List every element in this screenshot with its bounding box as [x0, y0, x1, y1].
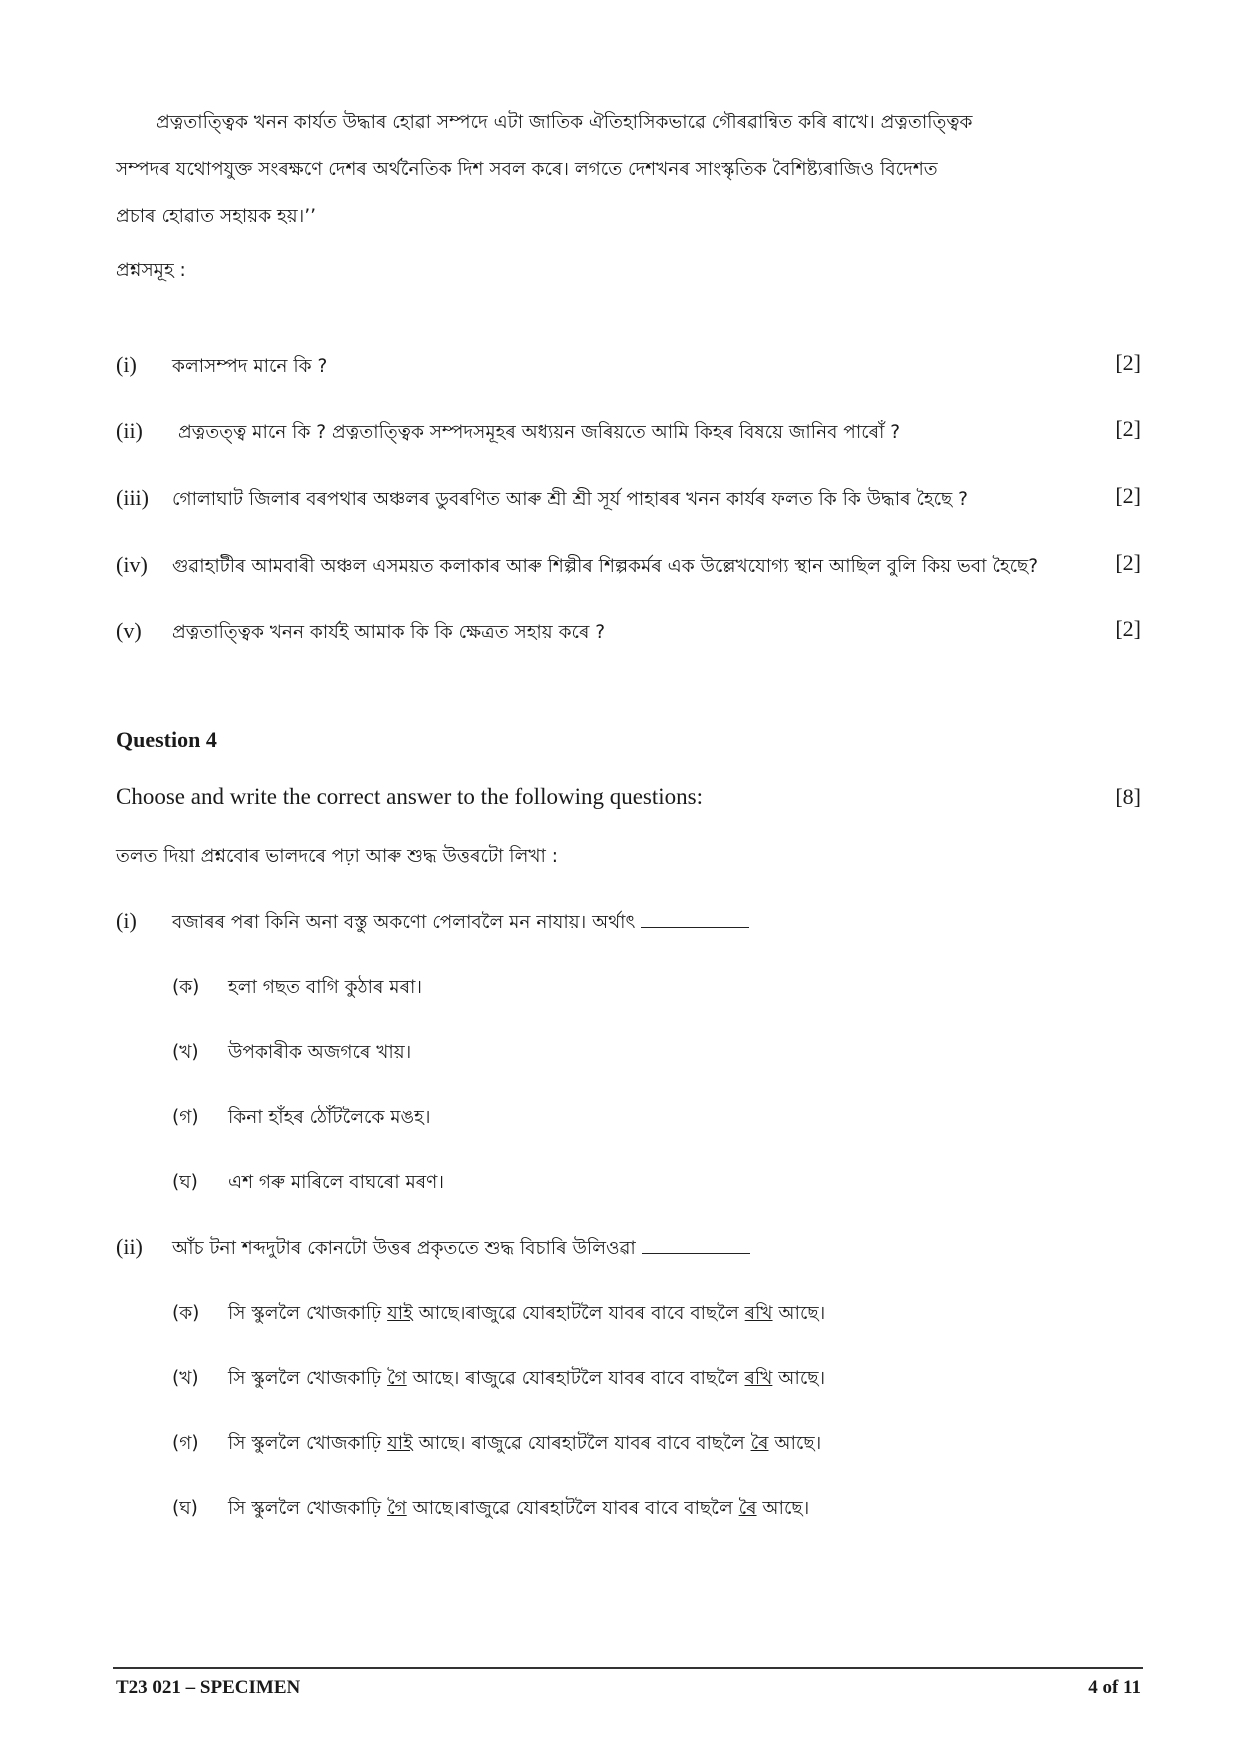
- q4-ii-option-ka-text: সি স্কুললৈ খোজকাঢ়ি যাই আছে।ৰাজুৱে যোৰহাটলৈ যাবৰ বাবে বাছলৈ ৰখি আছে।: [228, 1303, 826, 1324]
- q3-ii-number: (ii): [116, 418, 143, 443]
- q4-ii-option-kha-text: সি স্কুললৈ খোজকাঢ়ি গৈ আছে। ৰাজুৱে যোৰহাটলৈ যাবৰ বাবে বাছলৈ ৰখি আছে।: [228, 1368, 826, 1389]
- q4-i-option-ka-label: (ক): [172, 977, 200, 998]
- passage-line-3: প্ৰচাৰ হোৱাত সহায়ক হয়।’’: [116, 206, 317, 227]
- q4-i-number: (i): [116, 908, 137, 933]
- q4-ii-option-gha-label: (ঘ): [172, 1498, 198, 1519]
- q3-i-marks: [2]: [1115, 350, 1141, 375]
- question-4-heading: Question 4: [116, 727, 217, 752]
- q3-iv-marks: [2]: [1115, 550, 1141, 575]
- footer-code: T23 021 – SPECIMEN: [116, 1677, 301, 1698]
- answer-blank: [642, 1237, 750, 1254]
- q4-ii-option-gha-text: সি স্কুললৈ খোজকাঢ়ি গৈ আছে।ৰাজুৱে যোৰহাটলৈ যাবৰ বাবে বাছলৈ ৰৈ আছে।: [228, 1498, 810, 1519]
- questions-label: প্ৰশ্নসমূহ :: [116, 260, 186, 281]
- passage-line-1: প্ৰত্নতাত্ত্বিক খনন কাৰ্যত উদ্ধাৰ হোৱা সম্পদে এটা জাতিক ঐতিহাসিকভাৱে গৌৰৱান্বিত কৰি ৰাখে। প্ৰত্নতাত্ত্বিক: [156, 112, 973, 133]
- q4-i-option-kha-label: (খ): [172, 1042, 199, 1063]
- q3-iii-marks: [2]: [1115, 483, 1141, 508]
- q4-i-option-ga-label: (গ): [172, 1107, 199, 1128]
- question-4-instruction-assamese: তলত দিয়া প্ৰশ্নবোৰ ভালদৰে পঢ়া আৰু শুদ্ধ উত্তৰটো লিখা :: [116, 846, 558, 867]
- answer-blank: [641, 911, 749, 928]
- q4-ii-option-ga-label: (গ): [172, 1433, 199, 1454]
- q4-ii-option-kha-label: (খ): [172, 1368, 199, 1389]
- q4-i-option-ga-text: কিনা হাঁহৰ ঠোঁটলৈকে মঙহ।: [228, 1107, 431, 1128]
- q4-ii-option-ga-text: সি স্কুললৈ খোজকাঢ়ি যাই আছে। ৰাজুৱে যোৰহাটলৈ যাবৰ বাবে বাছলৈ ৰৈ আছে।: [228, 1433, 822, 1454]
- question-4-instruction: Choose and write the correct answer to the following questions:: [116, 784, 703, 809]
- q3-i-number: (i): [116, 352, 137, 377]
- q3-v-number: (v): [116, 618, 142, 643]
- q3-iii-text: গোলাঘাট জিলাৰ বৰপথাৰ অঞ্চলৰ ডুবৰণিত আৰু শ্ৰী শ্ৰী সূৰ্য পাহাৰৰ খনন কাৰ্যৰ ফলত কি কি উদ্ধাৰ হৈছে ?: [172, 489, 968, 510]
- q4-ii-option-ka-label: (ক): [172, 1303, 200, 1324]
- q4-i-option-kha-text: উপকাৰীক অজগৰে খায়।: [228, 1042, 412, 1063]
- passage-line-2: সম্পদৰ যথোপযুক্ত সংৰক্ষণে দেশৰ অৰ্থনৈতিক দিশ সবল কৰে। লগতে দেশখনৰ সাংস্কৃতিক বৈশিষ্ট্যৰাজিও বিদেশত: [116, 159, 938, 180]
- footer-divider: [113, 1667, 1143, 1669]
- question-4-marks: [8]: [1115, 784, 1141, 809]
- q4-ii-number: (ii): [116, 1234, 143, 1259]
- q3-v-text: প্ৰত্নতাত্ত্বিক খনন কাৰ্যই আমাক কি কি ক্ষেত্ৰত সহায় কৰে ?: [172, 622, 606, 643]
- q3-ii-text: প্ৰত্নতত্ত্ব মানে কি ? প্ৰত্নতাত্ত্বিক সম্পদসমূহৰ অধ্যয়ন জৰিয়তে আমি কিহৰ বিষয়ে জানিব পাৰোঁ ?: [178, 422, 901, 443]
- footer-page-number: 4 of 11: [1088, 1677, 1141, 1698]
- q3-iii-number: (iii): [116, 485, 149, 510]
- q3-iv-number: (iv): [116, 552, 148, 577]
- q4-i-option-gha-label: (ঘ): [172, 1172, 198, 1193]
- q3-v-marks: [2]: [1115, 616, 1141, 641]
- q4-i-option-ka-text: হলা গছত বাগি কুঠাৰ মৰা।: [228, 977, 422, 998]
- q3-ii-marks: [2]: [1115, 416, 1141, 441]
- q3-i-text: কলাসম্পদ মানে কি ?: [172, 356, 328, 377]
- q3-iv-text: গুৱাহাটীৰ আমবাৰী অঞ্চল এসময়ত কলাকাৰ আৰু শিল্পীৰ শিল্পকৰ্মৰ এক উল্লেখযোগ্য স্থান আছিল বুলি কিয় ভবা হৈছে?: [172, 556, 1039, 577]
- q4-i-question: বজাৰৰ পৰা কিনি অনা বস্তু অকণো পেলাবলৈ মন নাযায়। অৰ্থাৎ: [172, 908, 749, 939]
- q4-i-option-gha-text: এশ গৰু মাৰিলে বাঘৰো মৰণ।: [228, 1172, 444, 1193]
- q4-ii-question: আঁচ টনা শব্দদুটাৰ কোনটো উত্তৰ প্ৰকৃততে শুদ্ধ বিচাৰি উলিওৱা: [172, 1234, 750, 1265]
